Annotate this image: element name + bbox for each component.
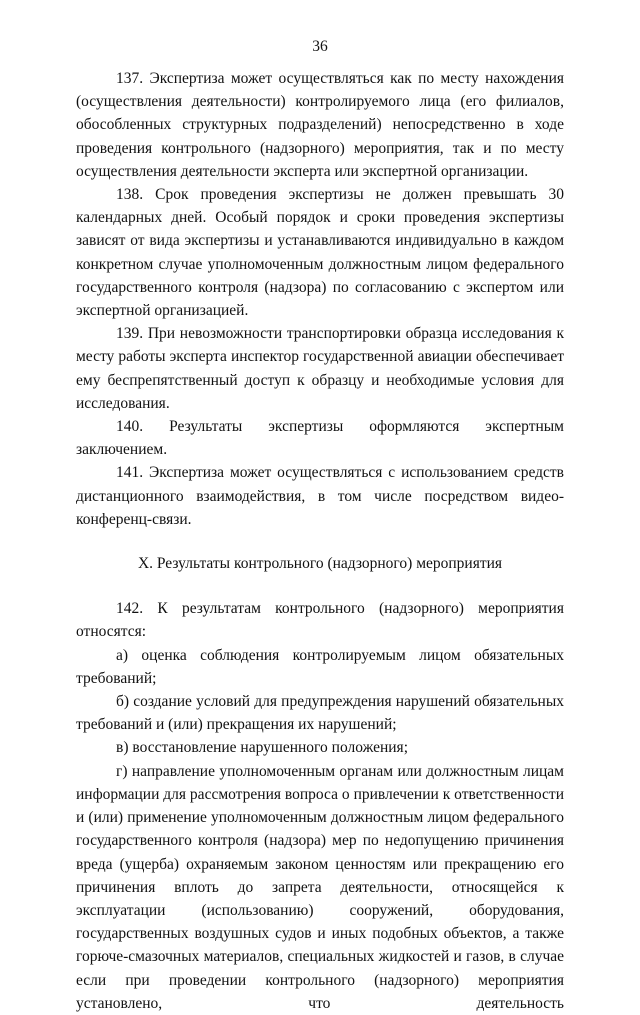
list-item-g: г) направление уполномоченным органам или должностным лицам информации для рассмотрения вопроса о привлечении к ответственности и (или) применение уполномоченным должностным лицом федерального государственного контроля (надзора) мер по недопущению причинения вреда (ущерба) охраняемым законом ценностям или прекращению его причинения вплоть до запрета деятельности, относящейся к эксплуатации (использованию) сооружений, оборудования, государственных воздушных судов и иных подобных объектов, а также горюче-смазочных материалов, специальных жидкостей и газов, в случае если при проведении контрольного (надзорного) мероприятия установлено, что деятельность — [76, 762, 564, 1012]
paragraph-140: 140. Результаты экспертизы оформляются экспертным заключением. — [76, 418, 564, 459]
section-heading: X. Результаты контрольного (надзорного) мероприятия — [137, 555, 503, 573]
paragraph-138: 138. Срок проведения экспертизы не должен превышать 30 календарных дней. Особый порядок и сроки проведения экспертизы зависят от вида экспертизы и устанавливаются индивидуально в каждом конкретном случае уполномоченным должностным лицом федерального государственного контроля (надзора) по согласованию с экспертом или экспертной организацией. — [76, 186, 564, 320]
page-number: 36 — [312, 38, 328, 55]
paragraph-139: 139. При невозможности транспортировки образца исследования к месту работы эксперта инспектор государственной авиации обеспечивает ему беспрепятственный доступ к образцу и необходимые условия для исследования. — [76, 325, 564, 412]
paragraph-142: 142. К результатам контрольного (надзорного) мероприятия относятся: — [76, 600, 564, 641]
list-item-a: а) оценка соблюдения контролируемым лицом обязательных требований; — [76, 646, 564, 687]
list-item-v: в) восстановление нарушенного положения; — [116, 739, 408, 757]
paragraph-141: 141. Экспертиза может осуществляться с использованием средств дистанционного взаимодействия, в том числе посредством видео-конференц-связи. — [76, 464, 564, 528]
document-body — [76, 67, 564, 1015]
paragraph-137: 137. Экспертиза может осуществляться как по месту нахождения (осуществления деятельности) контролируемого лица (его филиалов, обособленных структурных подразделений) непосредственно в ходе проведения контрольного (надзорного) мероприятия, так и по месту осуществления деятельности эксперта или экспертной организации. — [76, 70, 564, 180]
list-item-b: б) создание условий для предупреждения нарушений обязательных требований и (или) прекращения их нарушений; — [76, 693, 564, 734]
